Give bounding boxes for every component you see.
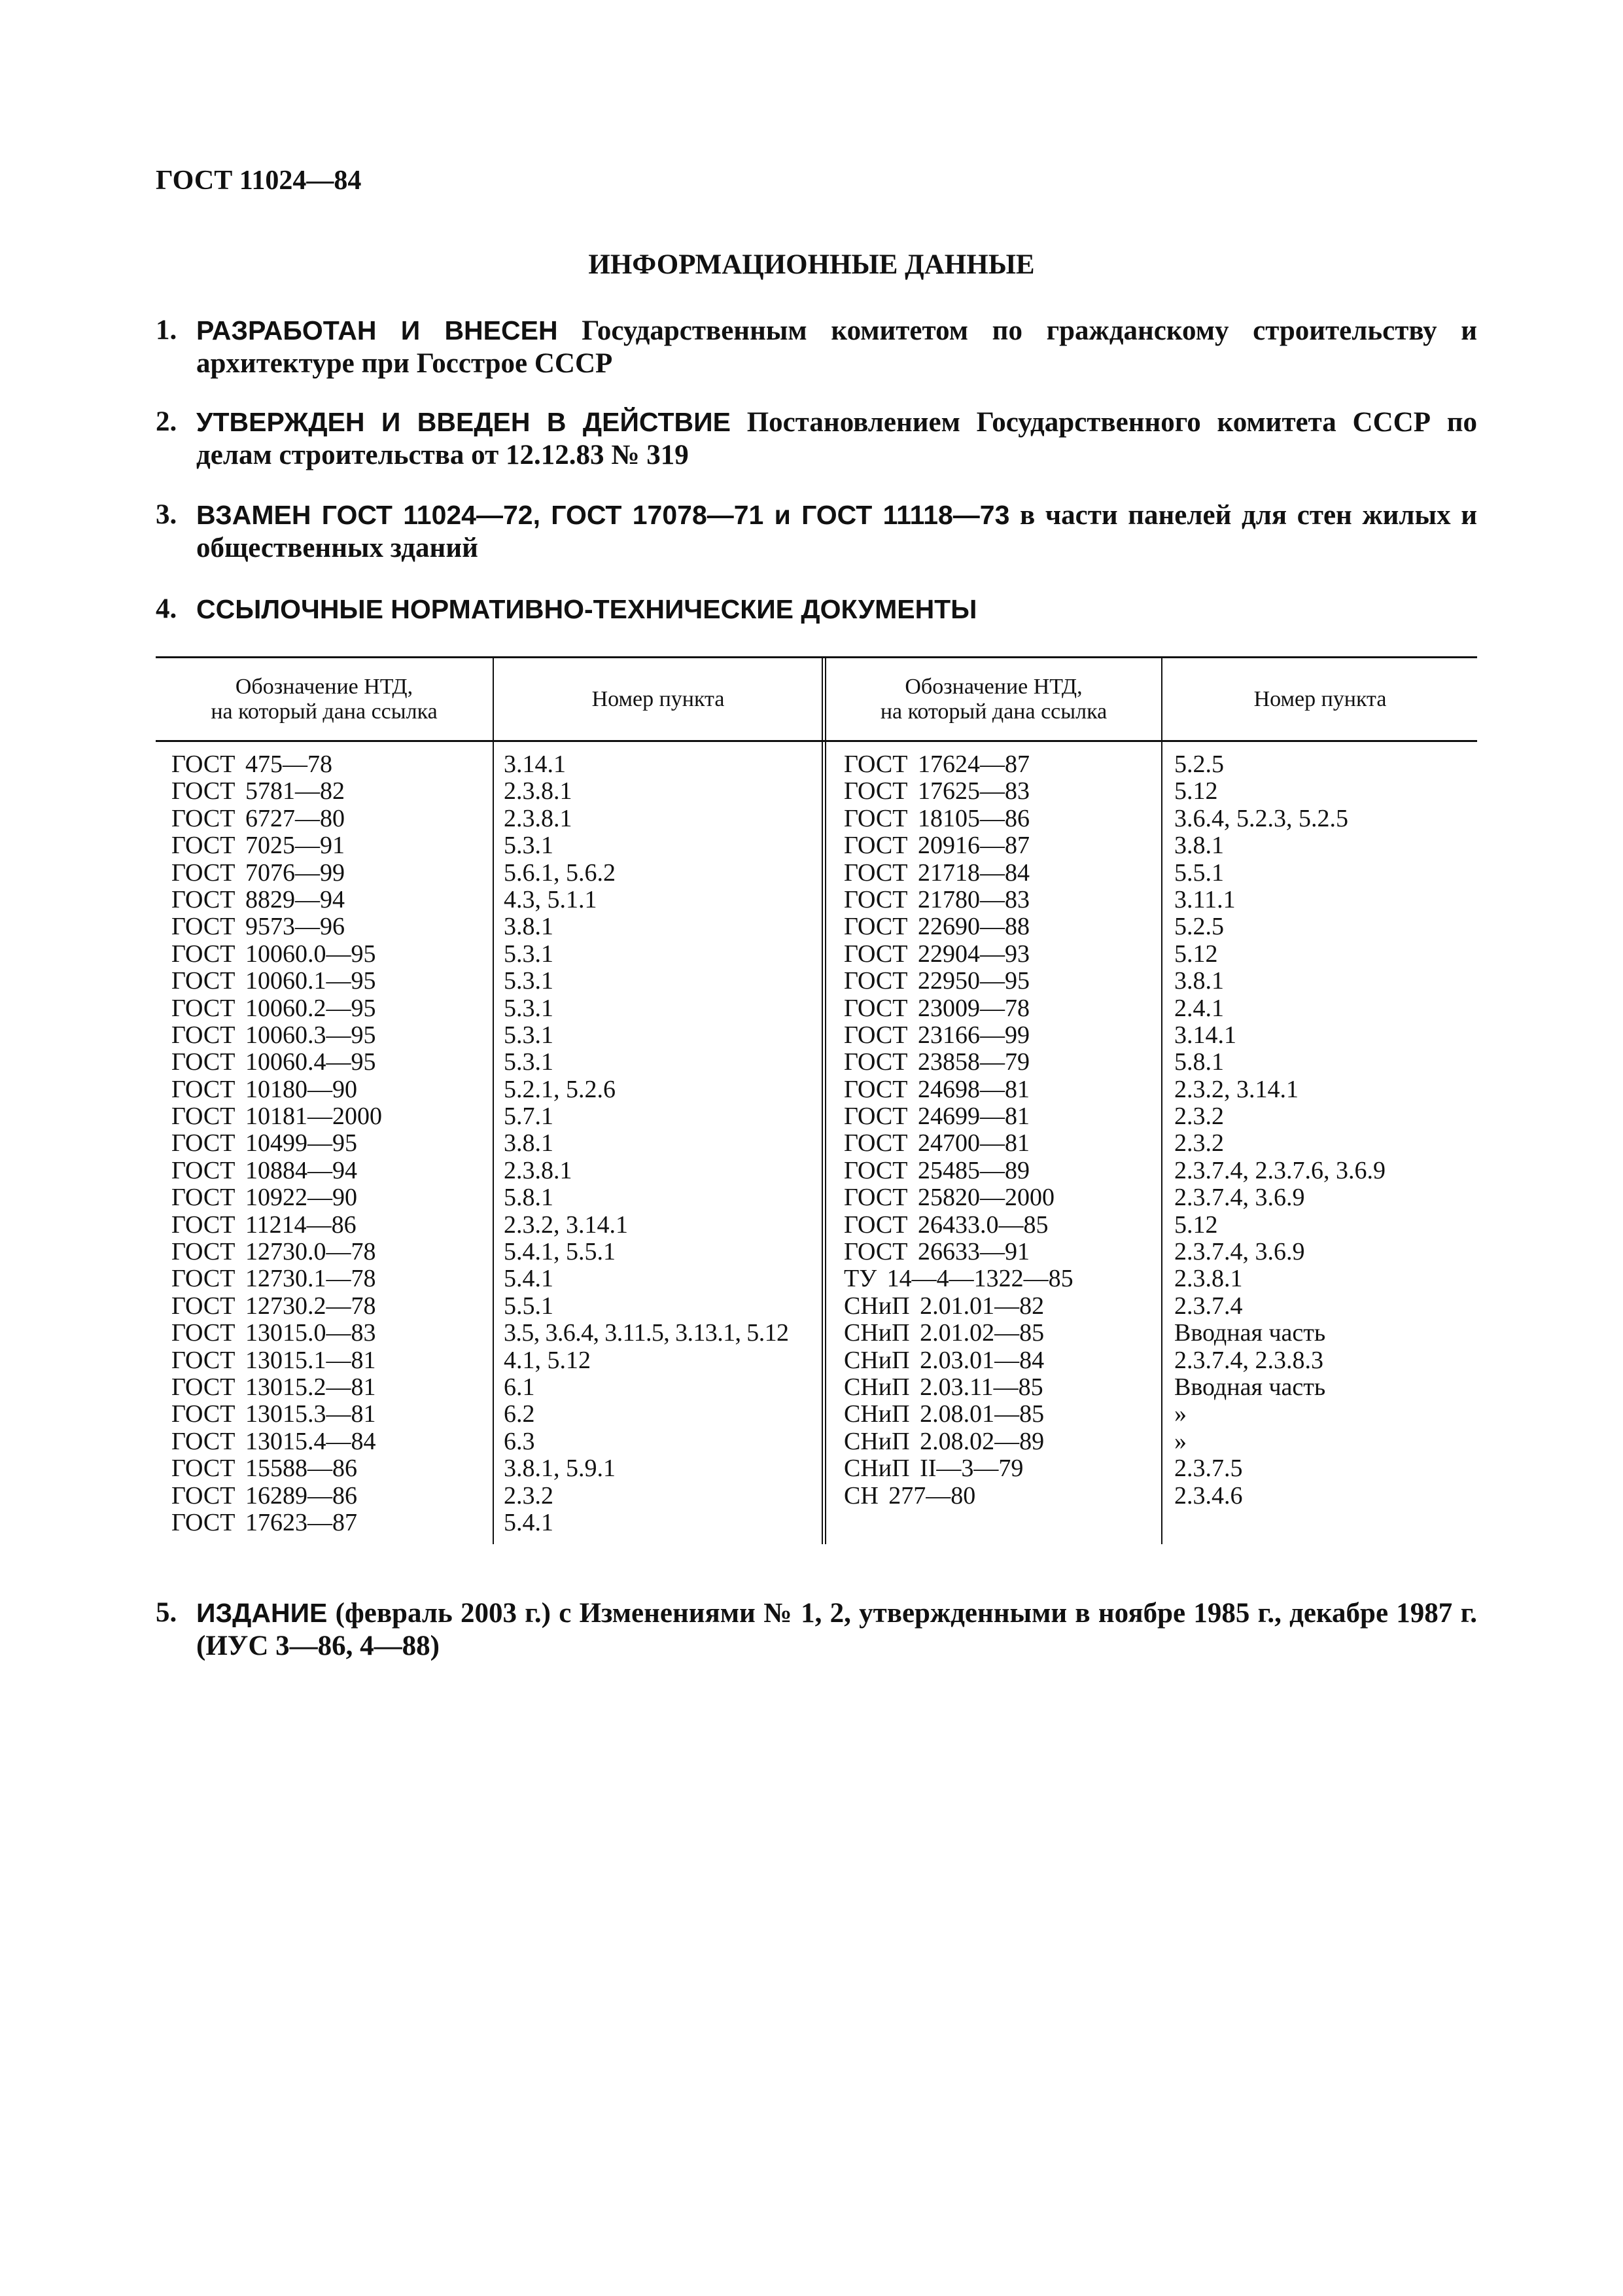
table-cell: 3.5, 3.6.4, 3.11.5, 3.13.1, 5.12: [504, 1319, 789, 1347]
item-lead: РАЗРАБОТАН И ВНЕСЕН: [196, 315, 558, 345]
item-number: 4.: [156, 593, 177, 624]
table-cell: »: [1174, 1427, 1187, 1455]
table-cell: СНиП 2.01.01—82: [844, 1292, 1045, 1320]
table-cell: 5.8.1: [504, 1184, 553, 1212]
info-item-2: [156, 406, 1477, 472]
table-cell: 2.3.7.4, 2.3.8.3: [1174, 1346, 1323, 1374]
info-item-5: [156, 1597, 1477, 1663]
table-cell: 5.8.1: [1174, 1048, 1224, 1076]
table-cell: 5.4.1: [504, 1508, 553, 1536]
table-cell: 5.12: [1174, 1210, 1218, 1239]
table-cell: СНиП 2.08.01—85: [844, 1400, 1045, 1428]
header-doc-designation-right: Обозначение НТД, на который дана ссылка: [880, 674, 1108, 724]
table-cell: ГОСТ 16289—86: [171, 1481, 357, 1510]
table-cell: ГОСТ 10181—2000: [171, 1103, 382, 1131]
table-cell: 3.8.1: [1174, 832, 1224, 860]
table-cell: ГОСТ 7025—91: [171, 832, 345, 860]
table-cell: ГОСТ 17625—83: [844, 777, 1030, 805]
info-item-3: [156, 499, 1477, 565]
table-cell: 2.3.2: [504, 1481, 553, 1510]
table-cell: 2.3.8.1: [504, 777, 572, 805]
table-cell: ГОСТ 12730.1—78: [171, 1265, 376, 1293]
table-cell: 5.3.1: [504, 940, 553, 968]
table-cell: ГОСТ 13015.3—81: [171, 1400, 376, 1428]
table-cell: ГОСТ 22950—95: [844, 967, 1030, 995]
table-cell: 5.2.5: [1174, 751, 1224, 778]
table-cell: 2.3.2: [1174, 1103, 1224, 1131]
table-cell: ГОСТ 24698—81: [844, 1075, 1030, 1103]
table-cell: ГОСТ 10922—90: [171, 1184, 357, 1212]
table-cell: 3.14.1: [504, 751, 566, 778]
item-lead: ИЗДАНИЕ: [196, 1598, 328, 1628]
table-cell: 5.2.5: [1174, 913, 1224, 941]
table-cell: 5.5.1: [504, 1292, 553, 1320]
table-cell: ГОСТ 8829—94: [171, 885, 345, 913]
table-cell: ГОСТ 13015.4—84: [171, 1427, 376, 1455]
table-cell: ГОСТ 7076—99: [171, 858, 345, 887]
header-doc-designation-left: Обозначение НТД, на который дана ссылка: [211, 674, 438, 724]
table-header-row: [156, 658, 1477, 742]
info-item-4: [156, 593, 1477, 626]
item-number: 5.: [156, 1597, 177, 1628]
table-cell: ГОСТ 10060.3—95: [171, 1021, 376, 1049]
table-cell: 5.4.1, 5.5.1: [504, 1238, 616, 1266]
table-cell: 3.14.1: [1174, 1021, 1236, 1049]
table-cell: ТУ 14—4—1322—85: [844, 1265, 1073, 1293]
table-cell: СНиП 2.03.01—84: [844, 1346, 1045, 1374]
item-number: 3.: [156, 499, 177, 530]
table-cell: 5.3.1: [504, 1021, 553, 1049]
table-cell: ГОСТ 18105—86: [844, 804, 1030, 832]
table-cell: 5.2.1, 5.2.6: [504, 1075, 616, 1103]
table-cell: СНиП II—3—79: [844, 1455, 1024, 1483]
table-cell: 2.3.8.1: [1174, 1265, 1243, 1293]
table-cell: ГОСТ 23009—78: [844, 994, 1030, 1022]
table-cell: 4.3, 5.1.1: [504, 885, 597, 913]
table-cell: ГОСТ 15588—86: [171, 1455, 357, 1483]
table-cell: ГОСТ 13015.2—81: [171, 1373, 376, 1401]
item-text: Постановлением Государственного комитета СССР по делам строительства от 12.12.83 № 319: [196, 407, 1477, 470]
table-cell: ГОСТ 10884—94: [171, 1156, 357, 1184]
table-cell: ГОСТ 10060.1—95: [171, 967, 376, 995]
table-cell: 2.3.7.4, 2.3.7.6, 3.6.9: [1174, 1156, 1386, 1184]
table-cell: СНиП 2.01.02—85: [844, 1319, 1045, 1347]
table-cell: 2.3.2: [1174, 1129, 1224, 1157]
item-text: Государственным комитетом по гражданскому строительству и архитектуре при Госстрое СССР: [196, 315, 1478, 379]
table-cell: ГОСТ 21718—84: [844, 858, 1030, 887]
column-divider: [1161, 658, 1162, 1544]
table-cell: СН 277—80: [844, 1481, 976, 1510]
table-cell: ГОСТ 25485—89: [844, 1156, 1030, 1184]
table-cell: 6.2: [504, 1400, 535, 1428]
table-cell: ГОСТ 10180—90: [171, 1075, 357, 1103]
table-cell: Вводная часть: [1174, 1373, 1326, 1401]
table-cell: ГОСТ 23166—99: [844, 1021, 1030, 1049]
table-cell: ГОСТ 13015.1—81: [171, 1346, 376, 1374]
table-cell: 3.6.4, 5.2.3, 5.2.5: [1174, 804, 1348, 832]
table-cell: ГОСТ 10060.4—95: [171, 1048, 376, 1076]
table-cell: ГОСТ 13015.0—83: [171, 1319, 376, 1347]
item-lead: ССЫЛОЧНЫЕ НОРМАТИВНО-ТЕХНИЧЕСКИЕ ДОКУМЕНТЫ: [196, 594, 977, 624]
table-cell: »: [1174, 1400, 1187, 1428]
table-cell: ГОСТ 26633—91: [844, 1238, 1030, 1266]
table-cell: ГОСТ 6727—80: [171, 804, 345, 832]
table-cell: 2.4.1: [1174, 994, 1224, 1022]
section-title: ИНФОРМАЦИОННЫЕ ДАННЫЕ: [588, 249, 1035, 280]
item-text: в части панелей для стен жилых и общественных зданий: [196, 500, 1477, 563]
table-cell: 5.12: [1174, 777, 1218, 805]
table-cell: СНиП 2.03.11—85: [844, 1373, 1043, 1401]
table-cell: 3.8.1: [1174, 967, 1224, 995]
table-cell: Вводная часть: [1174, 1319, 1326, 1347]
table-cell: 3.8.1: [504, 913, 553, 941]
table-cell: 2.3.4.6: [1174, 1481, 1243, 1510]
info-item-1: [156, 314, 1477, 380]
left-doc-column: [171, 751, 485, 1536]
table-cell: 2.3.8.1: [504, 804, 572, 832]
table-cell: 3.11.1: [1174, 885, 1236, 913]
item-number: 1.: [156, 315, 177, 345]
table-cell: ГОСТ 17623—87: [171, 1508, 357, 1536]
table-cell: ГОСТ 21780—83: [844, 885, 1030, 913]
item-lead: ВЗАМЕН ГОСТ 11024—72, ГОСТ 17078—71 и ГОСТ 11118—73: [196, 500, 1010, 530]
table-cell: 3.8.1: [504, 1129, 553, 1157]
table-cell: 5.6.1, 5.6.2: [504, 858, 616, 887]
table-cell: ГОСТ 9573—96: [171, 913, 345, 941]
table-cell: ГОСТ 24700—81: [844, 1129, 1030, 1157]
table-cell: ГОСТ 22690—88: [844, 913, 1030, 941]
table-cell: ГОСТ 12730.0—78: [171, 1238, 376, 1266]
table-cell: 2.3.2, 3.14.1: [1174, 1075, 1299, 1103]
table-cell: ГОСТ 10060.2—95: [171, 994, 376, 1022]
table-cell: ГОСТ 20916—87: [844, 832, 1030, 860]
table-cell: 6.1: [504, 1373, 535, 1401]
table-cell: 3.8.1, 5.9.1: [504, 1455, 616, 1483]
table-cell: 5.5.1: [1174, 858, 1224, 887]
table-cell: ГОСТ 24699—81: [844, 1103, 1030, 1131]
header-clause-number-left: Номер пункта: [591, 686, 725, 711]
table-cell: 5.3.1: [504, 832, 553, 860]
table-cell: 2.3.2, 3.14.1: [504, 1210, 628, 1239]
table-cell: 5.3.1: [504, 1048, 553, 1076]
right-clause-column: [1174, 751, 1475, 1510]
table-cell: СНиП 2.08.02—89: [844, 1427, 1045, 1455]
table-cell: 2.3.7.5: [1174, 1455, 1243, 1483]
item-lead: УТВЕРЖДЕН И ВВЕДЕН В ДЕЙСТВИЕ: [196, 407, 731, 437]
table-cell: 5.4.1: [504, 1265, 553, 1293]
table-cell: 5.3.1: [504, 967, 553, 995]
table-cell: 2.3.7.4, 3.6.9: [1174, 1238, 1305, 1266]
table-cell: ГОСТ 10060.0—95: [171, 940, 376, 968]
table-cell: ГОСТ 12730.2—78: [171, 1292, 376, 1320]
table-cell: ГОСТ 23858—79: [844, 1048, 1030, 1076]
table-cell: ГОСТ 11214—86: [171, 1210, 357, 1239]
page-header-doc-code: ГОСТ 11024—84: [156, 166, 362, 196]
table-cell: 2.3.8.1: [504, 1156, 572, 1184]
header-clause-number-right: Номер пункта: [1253, 686, 1387, 711]
column-divider: [493, 658, 494, 1544]
column-divider-center: [822, 658, 826, 1544]
table-cell: 2.3.7.4: [1174, 1292, 1243, 1320]
item-number: 2.: [156, 406, 177, 437]
table-cell: ГОСТ 475—78: [171, 751, 332, 778]
table-cell: ГОСТ 17624—87: [844, 751, 1030, 778]
table-cell: 4.1, 5.12: [504, 1346, 591, 1374]
table-cell: ГОСТ 26433.0—85: [844, 1210, 1049, 1239]
table-cell: 5.12: [1174, 940, 1218, 968]
table-cell: ГОСТ 10499—95: [171, 1129, 357, 1157]
right-doc-column: [844, 751, 1158, 1510]
table-cell: ГОСТ 5781—82: [171, 777, 345, 805]
table-cell: 2.3.7.4, 3.6.9: [1174, 1184, 1305, 1212]
table-cell: 5.7.1: [504, 1103, 553, 1131]
references-table: [156, 656, 1477, 1544]
left-clause-column: [504, 751, 822, 1536]
table-cell: 5.3.1: [504, 994, 553, 1022]
table-cell: ГОСТ 25820—2000: [844, 1184, 1055, 1212]
table-cell: 6.3: [504, 1427, 535, 1455]
table-cell: ГОСТ 22904—93: [844, 940, 1030, 968]
item-text: (февраль 2003 г.) с Изменениями № 1, 2, утвержденными в ноябре 1985 г., декабре 1987 г. (ИУС 3—86, 4—88): [196, 1598, 1477, 1661]
